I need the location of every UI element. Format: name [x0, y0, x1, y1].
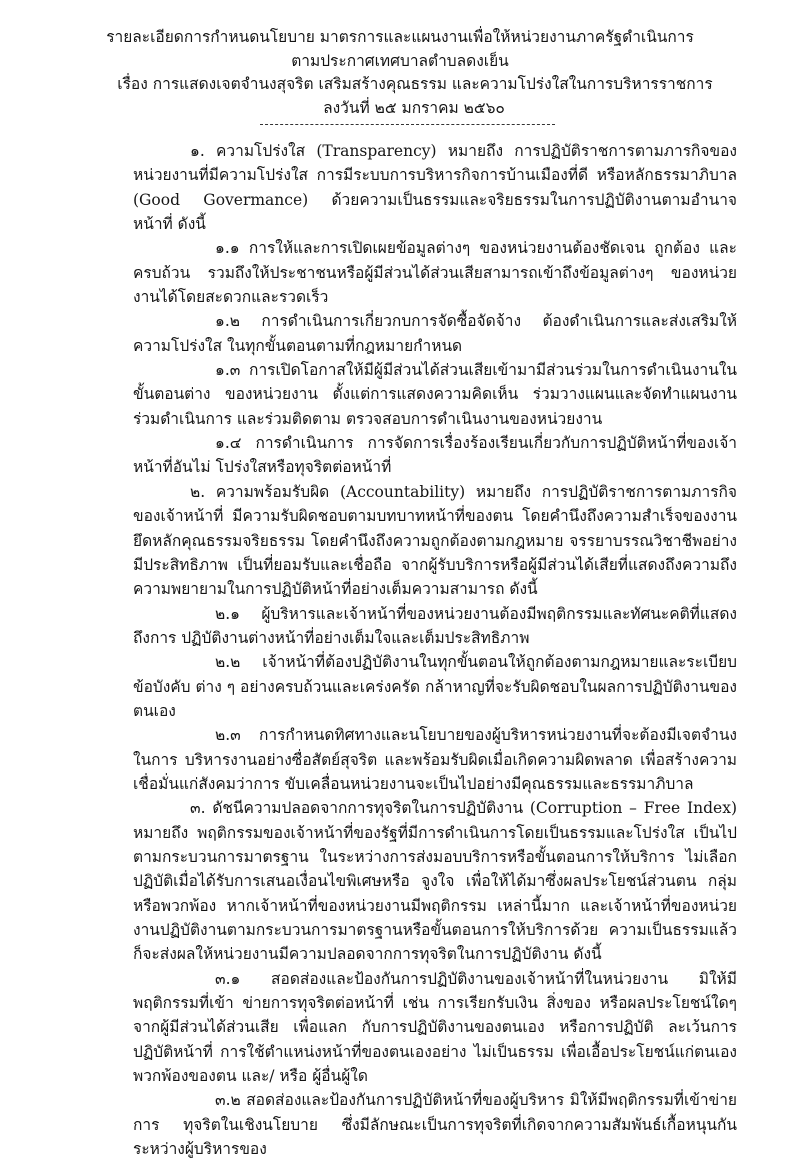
item-2-1: ๒.๑ ผู้บริหารและเจ้าหน้าที่ของหน่วยงานต้องมีพฤติกรรมและทัศนะคติที่แสดงถึงการ ปฏิบัติงานต่างหน้าที่อย่างเต็มใจและเต็มประสิทธิภาพ	[133, 604, 737, 647]
item-1-3: ๑.๓ การเปิดโอกาสให้มีผู้มีส่วนได้ส่วนเสียเข้ามามีส่วนร่วมในการดำเนินงานในขั้นตอนต่าง ของหน่วยงาน ตั้งแต่การแสดงความคิดเห็น ร่วมวางแผนและจัดทำแผนงาน ร่วมดำเนินการ และร่วมติดตาม ตรวจสอบการดำเนินงานของหน่วยงาน	[133, 361, 737, 428]
item-1-2: ๑.๒ การดำเนินการเกี่ยวกบการจัดซื้อจัดจ้าง ต้องดำเนินการและส่งเสริมให้ความโปร่งใส ในทุกขั้นตอนตามที่กฎหมายกำหนด	[133, 312, 737, 355]
document-body	[133, 139, 737, 1161]
header-subject-line: เรื่อง การแสดงเจตจำนงสุจริต เสริมสร้างคุณธรรม และความโปร่งใสในการบริหารราชการ	[117, 75, 713, 93]
item-1-4: ๑.๔ การดำเนินการ การจัดการเรื่องร้องเรียนเกี่ยวกับการปฏิบัติหน้าที่ของเจ้าหน้าที่อันไม่ โปร่งใสหรือทุจริตต่อหน้าที่	[133, 434, 737, 477]
header-date-line: ลงวันที่ ๒๕ มกราคม ๒๕๖๐	[323, 98, 505, 117]
item-2-2: ๒.๒ เจ้าหน้าที่ต้องปฏิบัติงานในทุกขั้นตอนให้ถูกต้องตามกฎหมายและระเบียบข้อบังคับ ต่าง ๆ อย่างครบถ้วนและเคร่งครัด กล้าหาญที่จะรับผิดชอบในผลการปฏิบัติงานของตนเอง	[133, 653, 737, 720]
section-2-accountability: ๒. ความพร้อมรับผิด (Accountability) หมายถึง การปฏิบัติราชการตามภารกิจของเจ้าหน้าที่ มีความรับผิดชอบตามบทบาทหน้าที่ของตน โดยคำนึงถึงความสำเร็จของงาน ยึดหลักคุณธรรมจริยธรรม โดยคำนึงถึงความถูกต้องตามกฎหมาย จรรยาบรรณวิชาชีพอย่างมีประสิทธิภาพ เป็นที่ยอมรับและเชื่อถือ จากผู้รับบริการหรือผู้มีส่วนได้เสียที่แสดงถึงความถึงความพยายามในการปฏิบัติหน้าที่อย่างเต็มความสามารถ ดังนี้	[133, 482, 737, 599]
section-3-corruption-free-index: ๓. ดัชนีความปลอดจากการทุจริตในการปฏิบัติงาน (Corruption – Free Index) หมายถึง พฤติกรรมของเจ้าหน้าที่ของรัฐที่มีการดำเนินการโดยเป็นธรรมและโปร่งใส เป็นไปตามกระบวนการมาตรฐาน ในระหว่างการส่งมอบบริการหรือขั้นตอนการให้บริการ ไม่เลือกปฏิบัติเมื่อได้รับการเสนอเงื่อนไขพิเศษหรือ จูงใจ เพื่อให้ได้มาซึ่งผลประโยชน์ส่วนตน กลุ่มหรือพวกพ้อง หากเจ้าหน้าที่ของหน่วยงานมีพฤติกรรม เหล่านี้มาก และเจ้าหน้าที่ของหน่วยงานปฏิบัติงานตามกระบวนการมาตรฐานหรือขั้นตอนการให้บริการด้วย ความเป็นธรรมแล้ว ก็จะส่งผลให้หน่วยงานมีความปลอดจากการทุจริตในการปฏิบัติงาน ดังนี้	[133, 799, 737, 964]
header-announcement-line: ตามประกาศเทศบาลตำบลดงเย็น	[291, 51, 509, 70]
header-divider	[260, 124, 555, 125]
item-3-1: ๓.๑ สอดส่องและป้องกันการปฏิบัติงานของเจ้าหน้าที่ในหน่วยงาน มิให้มีพฤติกรรมที่เข้า ข่ายการทุจริตต่อหน้าที่ เช่น การเรียกรับเงิน สิ่งของ หรือผลประโยชน์ใดๆ จากผู้มีส่วนได้ส่วนเสีย เพื่อแลก กับการปฏิบัติงานของตนเอง หรือการปฏิบัติ ละเว้นการปฏิบัติหน้าที่ การใช้ตำแหน่งหน้าที่ของตนเองอย่าง ไม่เป็นธรรม เพื่อเอื้อประโยชน์แก่ตนเอง พวกพ้องของตน และ/ หรือ ผู้อื่นผู้ใด	[133, 969, 737, 1086]
section-1-transparency: ๑. ความโปร่งใส (Transparency) หมายถึง การปฏิบัติราชการตามภารกิจของหน่วยงานที่มีความโปร่งใส การมีระบบการบริหารกิจการบ้านเมืองที่ดี หรือหลักธรรมาภิบาล (Good Govermance) ด้วยความเป็นธรรมและจริยธรรมในการปฏิบัติงานตามอำนาจหน้าที่ ดังนี้	[133, 142, 737, 234]
item-3-2: ๓.๒ สอดส่องและป้องกันการปฏิบัติหน้าที่ของผู้บริหาร มิให้มีพฤติกรรมที่เข้าข่ายการ ทุจริตในเชิงนโยบาย ซึ่งมีลักษณะเป็นการทุจริตที่เกิดจากความสัมพันธ์เกื้อหนุนกันระหว่างผู้บริหารของ	[133, 1091, 737, 1159]
item-2-3: ๒.๓ การกำหนดทิศทางและนโยบายของผู้บริหารหน่วยงานที่จะต้องมีเจตจำนงในการ บริหารงานอย่างซื่อสัตย์สุจริต และพร้อมรับผิดเมื่อเกิดความผิดพลาด เพื่อสร้างความเชื่อมั่นแก่สังคมว่าการ ขับเคลื่อนหน่วยงานจะเป็นไปอย่างมีคุณธรรมและธรรมาภิบาล	[133, 726, 737, 793]
item-1-1: ๑.๑ การให้และการเปิดเผยข้อมูลต่างๆ ของหน่วยงานต้องชัดเจน ถูกต้อง และครบถ้วน รวมถึงให้ประชาชนหรือผู้มีส่วนได้ส่วนเสียสามารถเข้าถึงข้อมูลต่างๆ ของหน่วยงานได้โดยสะดวกและรวดเร็ว	[133, 239, 737, 307]
document-header	[0, 26, 800, 120]
header-title-line: รายละเอียดการกำหนดนโยบาย มาตรการและแผนงานเพื่อให้หน่วยงานภาครัฐดำเนินการ	[106, 28, 694, 46]
